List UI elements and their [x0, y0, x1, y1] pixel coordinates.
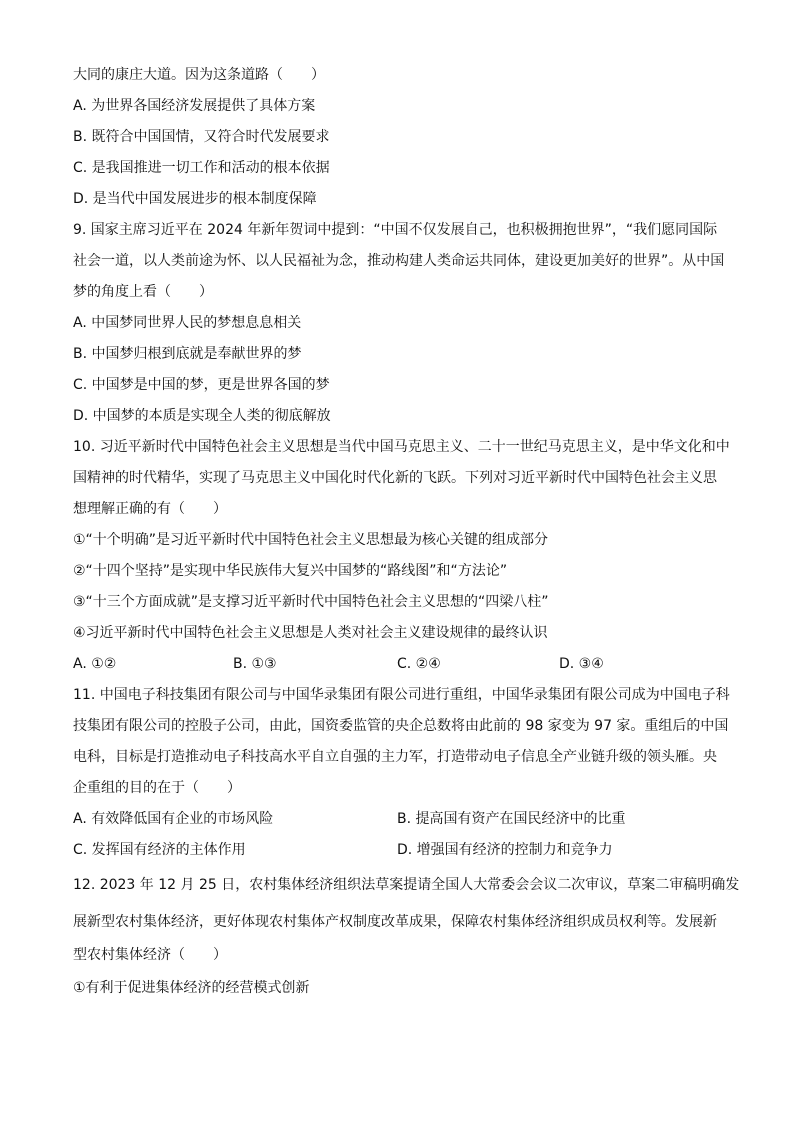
- q10-option-c: C. ②④: [397, 656, 441, 672]
- q11-option-a: A. 有效降低国有企业的市场风险: [73, 811, 274, 827]
- q11-option-d: D. 增强国有经济的控制力和竞争力: [397, 842, 613, 858]
- q11-stem-line-1: 11. 中国电子科技集团有限公司与中国华录集团有限公司进行重组，中国华录集团有限公司成为中国电子科: [73, 687, 730, 703]
- q10-statement-4: ④习近平新时代中国特色社会主义思想是人类对社会主义建设规律的最终认识: [73, 625, 548, 641]
- q8-stem-continued: 大同的康庄大道。因为这条道路（ ）: [73, 67, 325, 83]
- q8-option-c: C. 是我国推进一切工作和活动的根本依据: [73, 160, 330, 176]
- q10-stem-line-2: 国精神的时代精华，实现了马克思主义中国化时代化新的飞跃。下列对习近平新时代中国特色社会主义思: [73, 470, 717, 486]
- q10-statement-1: ①“十个明确”是习近平新时代中国特色社会主义思想最为核心关键的组成部分: [73, 532, 549, 548]
- q11-options-row-1: [73, 809, 723, 829]
- q11-stem-line-4: 企重组的目的在于（ ）: [73, 780, 241, 796]
- q12-stem-line-3: 型农村集体经济（ ）: [73, 947, 227, 963]
- q9-stem-line-3: 梦的角度上看（ ）: [73, 284, 213, 300]
- q8-option-d: D. 是当代中国发展进步的根本制度保障: [73, 191, 317, 207]
- q9-stem-line-2: 社会一道，以人类前途为怀、以人民福祉为念，推动构建人类命运共同体，建设更加美好的世界”。从中国: [73, 253, 725, 269]
- q12-stem-line-2: 展新型农村集体经济，更好体现农村集体产权制度改革成果，保障农村集体经济组织成员权利等。发展新: [73, 914, 717, 930]
- q11-stem-line-3: 电科，目标是打造推动电子科技高水平自立自强的主力军，打造带动电子信息全产业链升级的领头雁。央: [73, 749, 717, 765]
- q8-option-a: A. 为世界各国经济发展提供了具体方案: [73, 98, 316, 114]
- q10-stem-line-3: 想理解正确的有（ ）: [73, 501, 227, 517]
- q10-options: [73, 654, 723, 674]
- q11-options-row-2: [73, 840, 723, 860]
- q10-option-d: D. ③④: [559, 656, 604, 672]
- q12-stem-line-1: 12. 2023 年 12 月 25 日，农村集体经济组织法草案提请全国人大常委会会议二次审议，草案二审稿明确发: [73, 877, 740, 893]
- q11-stem-line-2: 技集团有限公司的控股子公司，由此，国资委监管的央企总数将由此前的 98 家变为 97 家。重组后的中国: [73, 718, 729, 734]
- q9-stem-line-1: 9. 国家主席习近平在 2024 年新年贺词中提到：“中国不仅发展自己，也积极拥抱世界”，“我们愿同国际: [73, 222, 718, 238]
- q10-option-b: B. ①③: [233, 656, 277, 672]
- q9-option-a: A. 中国梦同世界人民的梦想息息相关: [73, 315, 302, 331]
- q10-statement-3: ③“十三个方面成就”是支撑习近平新时代中国特色社会主义思想的“四梁八柱”: [73, 594, 549, 610]
- q11-option-c: C. 发挥国有经济的主体作用: [73, 842, 246, 858]
- q9-option-b: B. 中国梦归根到底就是奉献世界的梦: [73, 346, 302, 362]
- q9-option-d: D. 中国梦的本质是实现全人类的彻底解放: [73, 408, 331, 424]
- q12-statement-1: ①有利于促进集体经济的经营模式创新: [73, 980, 310, 996]
- q10-option-a: A. ①②: [73, 656, 117, 672]
- q10-stem-line-1: 10. 习近平新时代中国特色社会主义思想是当代中国马克思主义、二十一世纪马克思主义，是中华文化和中: [73, 439, 730, 455]
- q10-statement-2: ②“十四个坚持”是实现中华民族伟大复兴中国梦的“路线图”和“方法论”: [73, 563, 508, 579]
- q11-option-b: B. 提高国有资产在国民经济中的比重: [397, 811, 626, 827]
- q9-option-c: C. 中国梦是中国的梦，更是世界各国的梦: [73, 377, 330, 393]
- q8-option-b: B. 既符合中国国情，又符合时代发展要求: [73, 129, 330, 145]
